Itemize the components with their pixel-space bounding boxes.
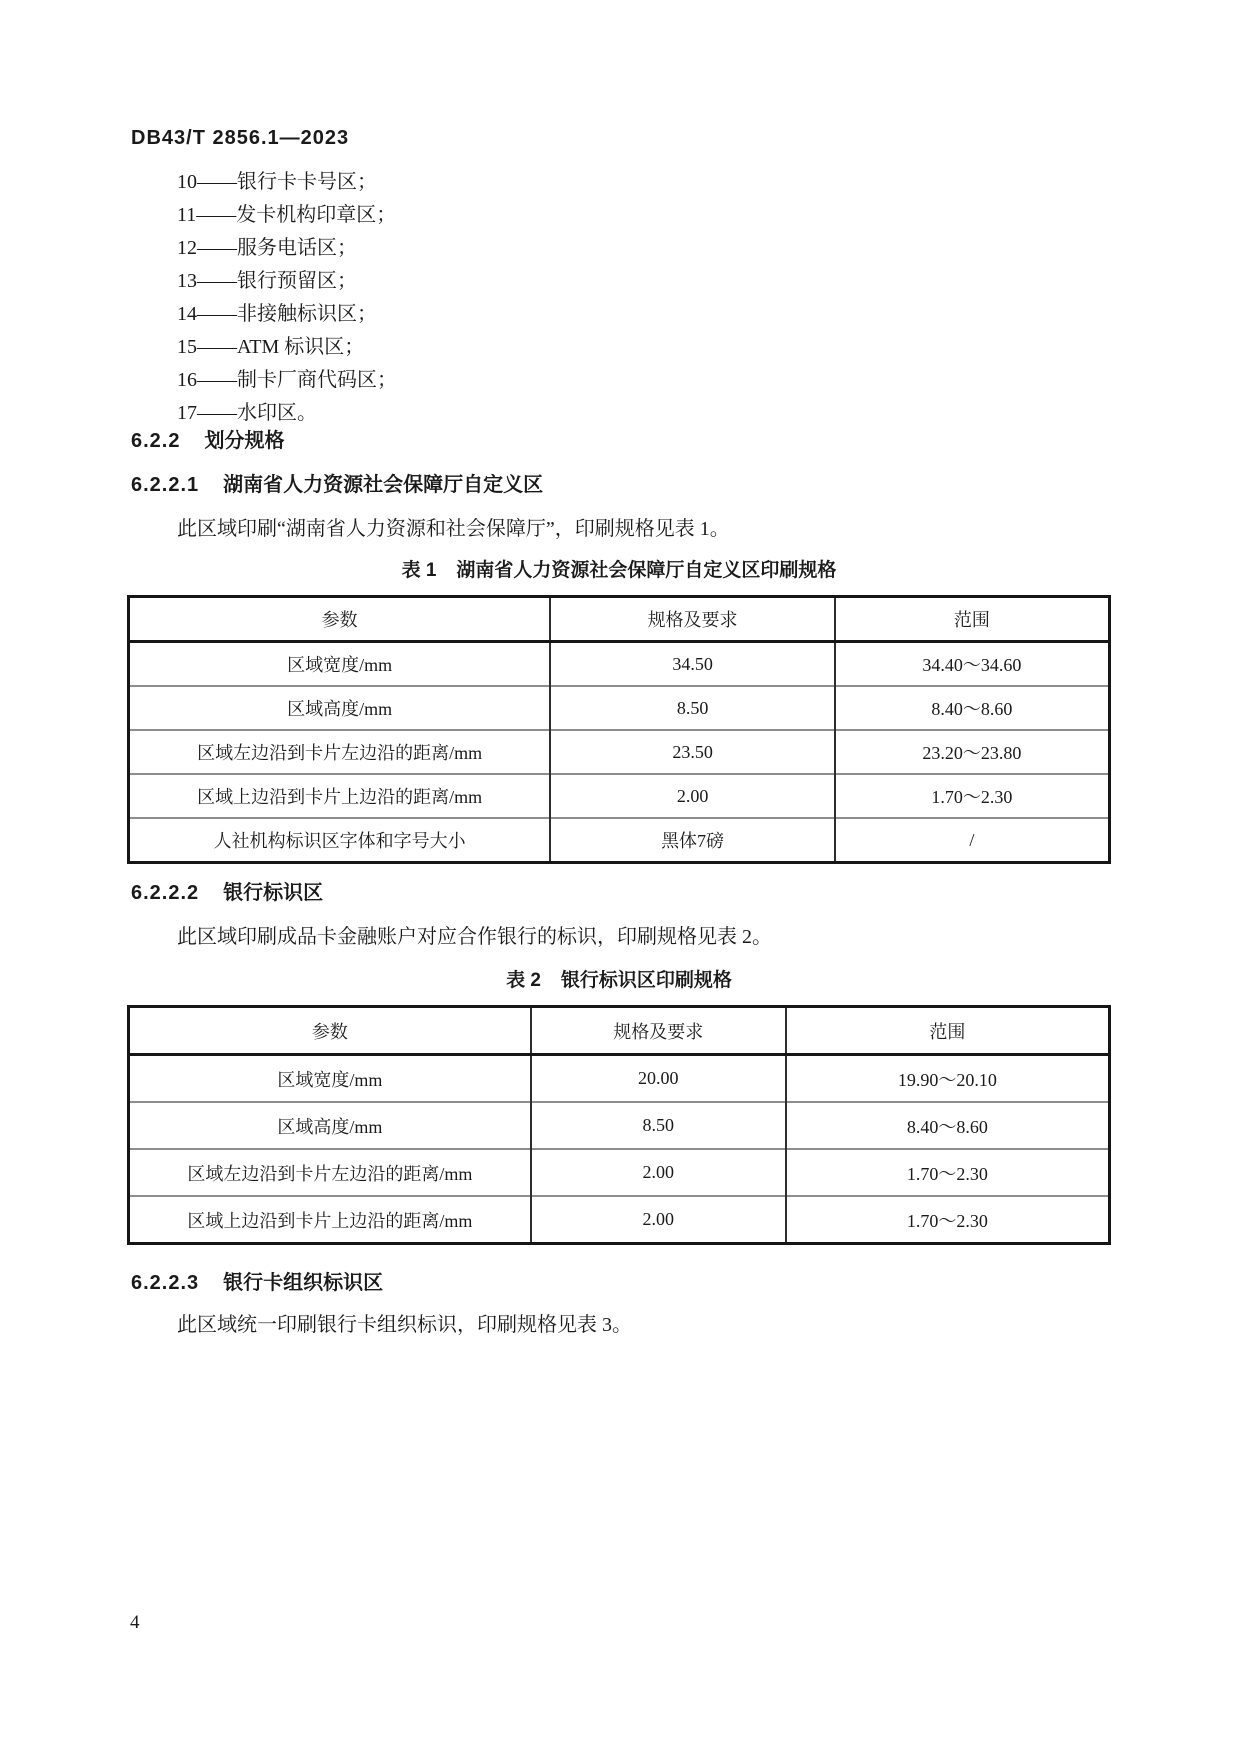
section-title: 银行标识区 [223,882,324,904]
table-cell: 区域上边沿到卡片上边沿的距离/mm [129,774,551,818]
table-cell: 1.70～2.30 [786,1149,1110,1196]
table-cell: 20.00 [531,1055,786,1103]
table-cell: 8.50 [531,1102,786,1149]
table-row [129,1196,1110,1244]
section-heading-622 [131,424,284,453]
table-cell: 8.40～8.60 [786,1102,1110,1149]
column-header: 规格及要求 [550,597,834,642]
zone-list-item: 17——水印区。 [177,402,317,424]
table-cell: 1.70～2.30 [835,774,1110,818]
table-caption-title: 湖南省人力资源社会保障厅自定义区印刷规格 [456,560,837,581]
table-cell: 人社机构标识区字体和字号大小 [129,818,551,863]
section-number: 6.2.2.3 [131,1272,200,1294]
paragraph-6221: 此区域印刷“湖南省人力资源和社会保障厅”，印刷规格见表 1。 [177,518,730,540]
paragraph-6222: 此区域印刷成品卡金融账户对应合作银行的标识，印刷规格见表 2。 [177,926,772,948]
section-number: 6.2.2.1 [131,474,200,496]
zone-list [177,166,397,430]
table-cell: 区域宽度/mm [129,642,551,687]
table-cell: 黑体7磅 [550,818,834,863]
table-2 [127,1005,1111,1245]
table-row [129,818,1110,863]
section-title: 湖南省人力资源社会保障厅自定义区 [223,474,544,496]
doc-code: DB43/T 2856.1—2023 [131,127,350,149]
table-cell: 区域上边沿到卡片上边沿的距离/mm [129,1196,531,1244]
section-heading-6222 [131,876,323,905]
section-heading-6223 [131,1266,383,1295]
table-cell: / [835,818,1110,863]
section-title: 银行卡组织标识区 [223,1272,384,1294]
section-number: 6.2.2 [131,430,181,452]
table-cell: 区域宽度/mm [129,1055,531,1103]
table-cell: 区域左边沿到卡片左边沿的距离/mm [129,730,551,774]
column-header: 参数 [129,597,551,642]
table-cell: 2.00 [531,1196,786,1244]
page-number: 4 [130,1612,140,1633]
zone-list-item: 12——服务电话区； [177,237,357,259]
table-row [129,774,1110,818]
section-number: 6.2.2.2 [131,882,200,904]
table-row [129,642,1110,687]
table-cell: 区域高度/mm [129,1102,531,1149]
table-row [129,686,1110,730]
table-cell: 34.40～34.60 [835,642,1110,687]
column-header: 规格及要求 [531,1007,786,1055]
section-title: 划分规格 [204,430,285,452]
table-cell: 8.40～8.60 [835,686,1110,730]
zone-list-item: 16——制卡厂商代码区； [177,369,397,391]
table-cell: 8.50 [550,686,834,730]
table-row [129,1055,1110,1103]
table-cell: 19.90～20.10 [786,1055,1110,1103]
table-1-caption [127,555,1111,582]
table-caption-title: 银行标识区印刷规格 [560,970,732,991]
table-row [129,1149,1110,1196]
section-heading-6221 [131,468,543,497]
table-1 [127,595,1111,864]
table-2-caption [127,965,1111,992]
table-caption-label: 表 2 [506,970,541,991]
table-header-row [129,1007,1110,1055]
column-header: 范围 [786,1007,1110,1055]
column-header: 参数 [129,1007,531,1055]
zone-list-item: 11——发卡机构印章区； [177,204,397,226]
table-cell: 区域高度/mm [129,686,551,730]
table-header-row [129,597,1110,642]
table-cell: 2.00 [531,1149,786,1196]
zone-list-item: 15——ATM 标识区； [177,336,365,358]
table-cell: 23.50 [550,730,834,774]
zone-list-item: 10——银行卡卡号区； [177,171,377,193]
table-caption-label: 表 1 [401,560,437,581]
table-row [129,730,1110,774]
zone-list-item: 14——非接触标识区； [177,303,377,325]
column-header: 范围 [835,597,1110,642]
table-row [129,1102,1110,1149]
table-cell: 1.70～2.30 [786,1196,1110,1244]
zone-list-item: 13——银行预留区； [177,270,357,292]
paragraph-6223: 此区域统一印刷银行卡组织标识，印刷规格见表 3。 [177,1314,632,1336]
table-cell: 34.50 [550,642,834,687]
table-cell: 区域左边沿到卡片左边沿的距离/mm [129,1149,531,1196]
table-cell: 2.00 [550,774,834,818]
table-cell: 23.20～23.80 [835,730,1110,774]
